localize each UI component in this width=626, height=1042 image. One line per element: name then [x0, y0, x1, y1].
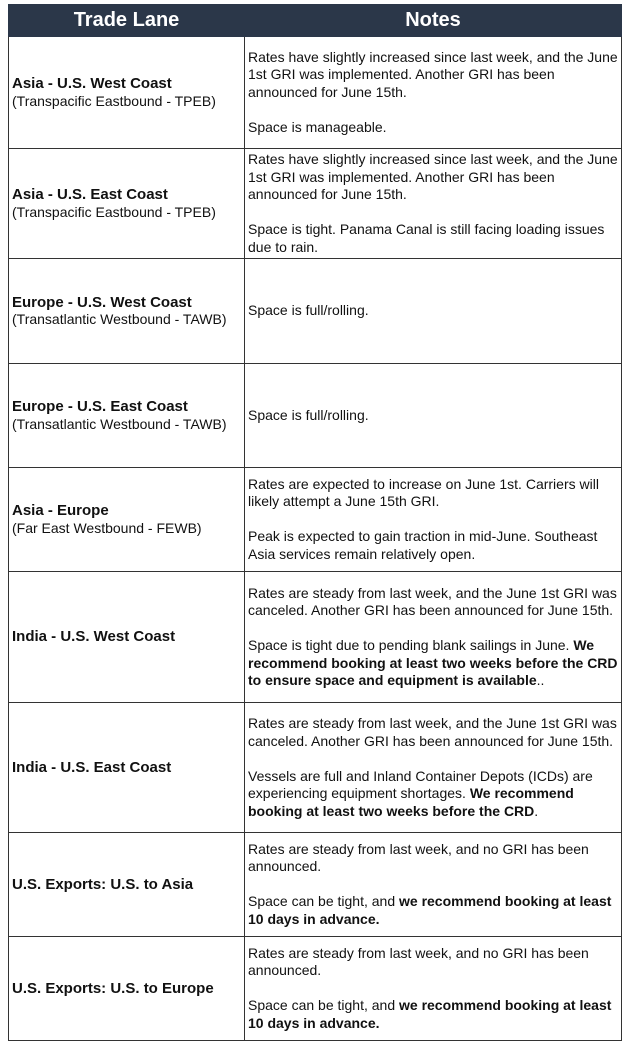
lane-name: U.S. Exports: U.S. to Europe [12, 979, 214, 997]
notes-recommendation: we recommend booking at least 10 days in advance. [248, 997, 612, 1031]
notes-paragraph [248, 407, 618, 425]
notes-text: Rates are steady from last week, and the June 1st GRI was canceled. Another GRI has been announced for June 15th. [248, 584, 617, 618]
lane-subtitle: (Far East Westbound - FEWB) [12, 519, 202, 536]
trade-lane-cell [9, 37, 245, 149]
notes-paragraph [248, 637, 618, 690]
notes-text: Space is manageable. [248, 118, 387, 135]
notes-text: Space can be tight, and [248, 893, 399, 910]
notes-cell [245, 37, 622, 149]
notes-paragraph [248, 302, 618, 320]
notes-cell [245, 149, 622, 259]
notes-paragraph [248, 768, 618, 821]
notes-cell [245, 364, 622, 468]
table-row [9, 833, 622, 937]
notes-text: Space is tight. Panama Canal is still facing loading issues due to rain. [248, 221, 605, 255]
notes-text: . [534, 802, 539, 819]
trade-lane-cell [9, 149, 245, 259]
notes-text: Rates are steady from last week, and no GRI has been announced. [248, 840, 589, 875]
notes-recommendation: we recommend booking at least 10 days in advance. [248, 893, 612, 927]
notes-text: Space is full/rolling. [248, 302, 369, 319]
lane-name: India - U.S. West Coast [12, 628, 176, 646]
notes-text: Peak is expected to gain traction in mid-June. Southeast Asia services remain relatively open. [248, 528, 598, 562]
notes-cell [245, 572, 622, 703]
notes-paragraph [248, 119, 618, 137]
notes-paragraph [248, 841, 618, 876]
notes-paragraph [248, 585, 618, 620]
trade-lane-cell [9, 833, 245, 937]
trade-lane-cell [9, 937, 245, 1041]
lane-name: Asia - U.S. West Coast [12, 75, 172, 92]
notes-paragraph [248, 528, 618, 563]
table-row [9, 468, 622, 572]
notes-recommendation: We recommend booking at least two weeks before the CRD to ensure space and equipment is available [248, 637, 618, 688]
notes-text: Space is full/rolling. [248, 406, 369, 423]
lane-name: Asia - Europe [12, 502, 109, 519]
notes-cell [245, 703, 622, 833]
notes-text: Vessels are full and Inland Container Depots (ICDs) are experiencing equipment shortages. [248, 767, 593, 801]
table-row [9, 703, 622, 833]
lane-subtitle: (Transpacific Eastbound - TPEB) [12, 203, 216, 220]
lane-subtitle: (Transatlantic Westbound - TAWB) [12, 311, 227, 327]
notes-cell [245, 833, 622, 937]
notes-paragraph [248, 221, 618, 256]
notes-text: Rates have slightly increased since last week, and the June 1st GRI was implemented. Another GRI has been announced for June 15th. [248, 151, 618, 202]
notes-text: Rates are steady from last week, and the June 1st GRI was canceled. Another GRI has been announced for June 15th. [248, 715, 617, 749]
trade-lane-cell [9, 364, 245, 468]
lane-name: Europe - U.S. West Coast [12, 293, 192, 311]
table-row [9, 259, 622, 364]
trade-lane-table [8, 4, 622, 1041]
notes-text: Rates are expected to increase on June 1st. Carriers will likely attempt a June 15th GRI. [248, 475, 599, 510]
notes-paragraph [248, 997, 618, 1032]
trade-lane-cell [9, 468, 245, 572]
notes-cell [245, 468, 622, 572]
lane-subtitle: (Transpacific Eastbound - TPEB) [12, 92, 216, 109]
lane-name: U.S. Exports: U.S. to Asia [12, 875, 194, 893]
table-row [9, 572, 622, 703]
notes-text: .. [536, 672, 545, 688]
trade-lane-cell [9, 703, 245, 833]
notes-text: Space can be tight, and [248, 997, 399, 1014]
notes-cell [245, 259, 622, 364]
header-notes: Notes [245, 5, 622, 37]
header-trade-lane: Trade Lane [9, 5, 245, 37]
notes-paragraph [248, 945, 618, 980]
table-row [9, 937, 622, 1041]
lane-name: Asia - U.S. East Coast [12, 186, 168, 203]
notes-paragraph [248, 893, 618, 928]
notes-text: Space is tight due to pending blank sailings in June. [248, 637, 574, 653]
notes-text: Rates are steady from last week, and no GRI has been announced. [248, 944, 589, 979]
lane-subtitle: (Transatlantic Westbound - TAWB) [12, 415, 227, 432]
lane-name: Europe - U.S. East Coast [12, 398, 188, 415]
table-row [9, 37, 622, 149]
notes-paragraph [248, 715, 618, 750]
notes-paragraph [248, 476, 618, 511]
table-row [9, 149, 622, 259]
table-row [9, 364, 622, 468]
notes-cell [245, 937, 622, 1041]
trade-lane-cell [9, 259, 245, 364]
notes-paragraph [248, 49, 618, 102]
notes-recommendation: We recommend booking at least two weeks before the CRD [248, 785, 574, 819]
notes-text: Rates have slightly increased since last week, and the June 1st GRI was implemented. Another GRI has been announced for June 15th. [248, 48, 618, 100]
trade-lane-cell [9, 572, 245, 703]
lane-name: India - U.S. East Coast [12, 758, 172, 776]
notes-paragraph [248, 151, 618, 204]
table-header [9, 5, 622, 37]
